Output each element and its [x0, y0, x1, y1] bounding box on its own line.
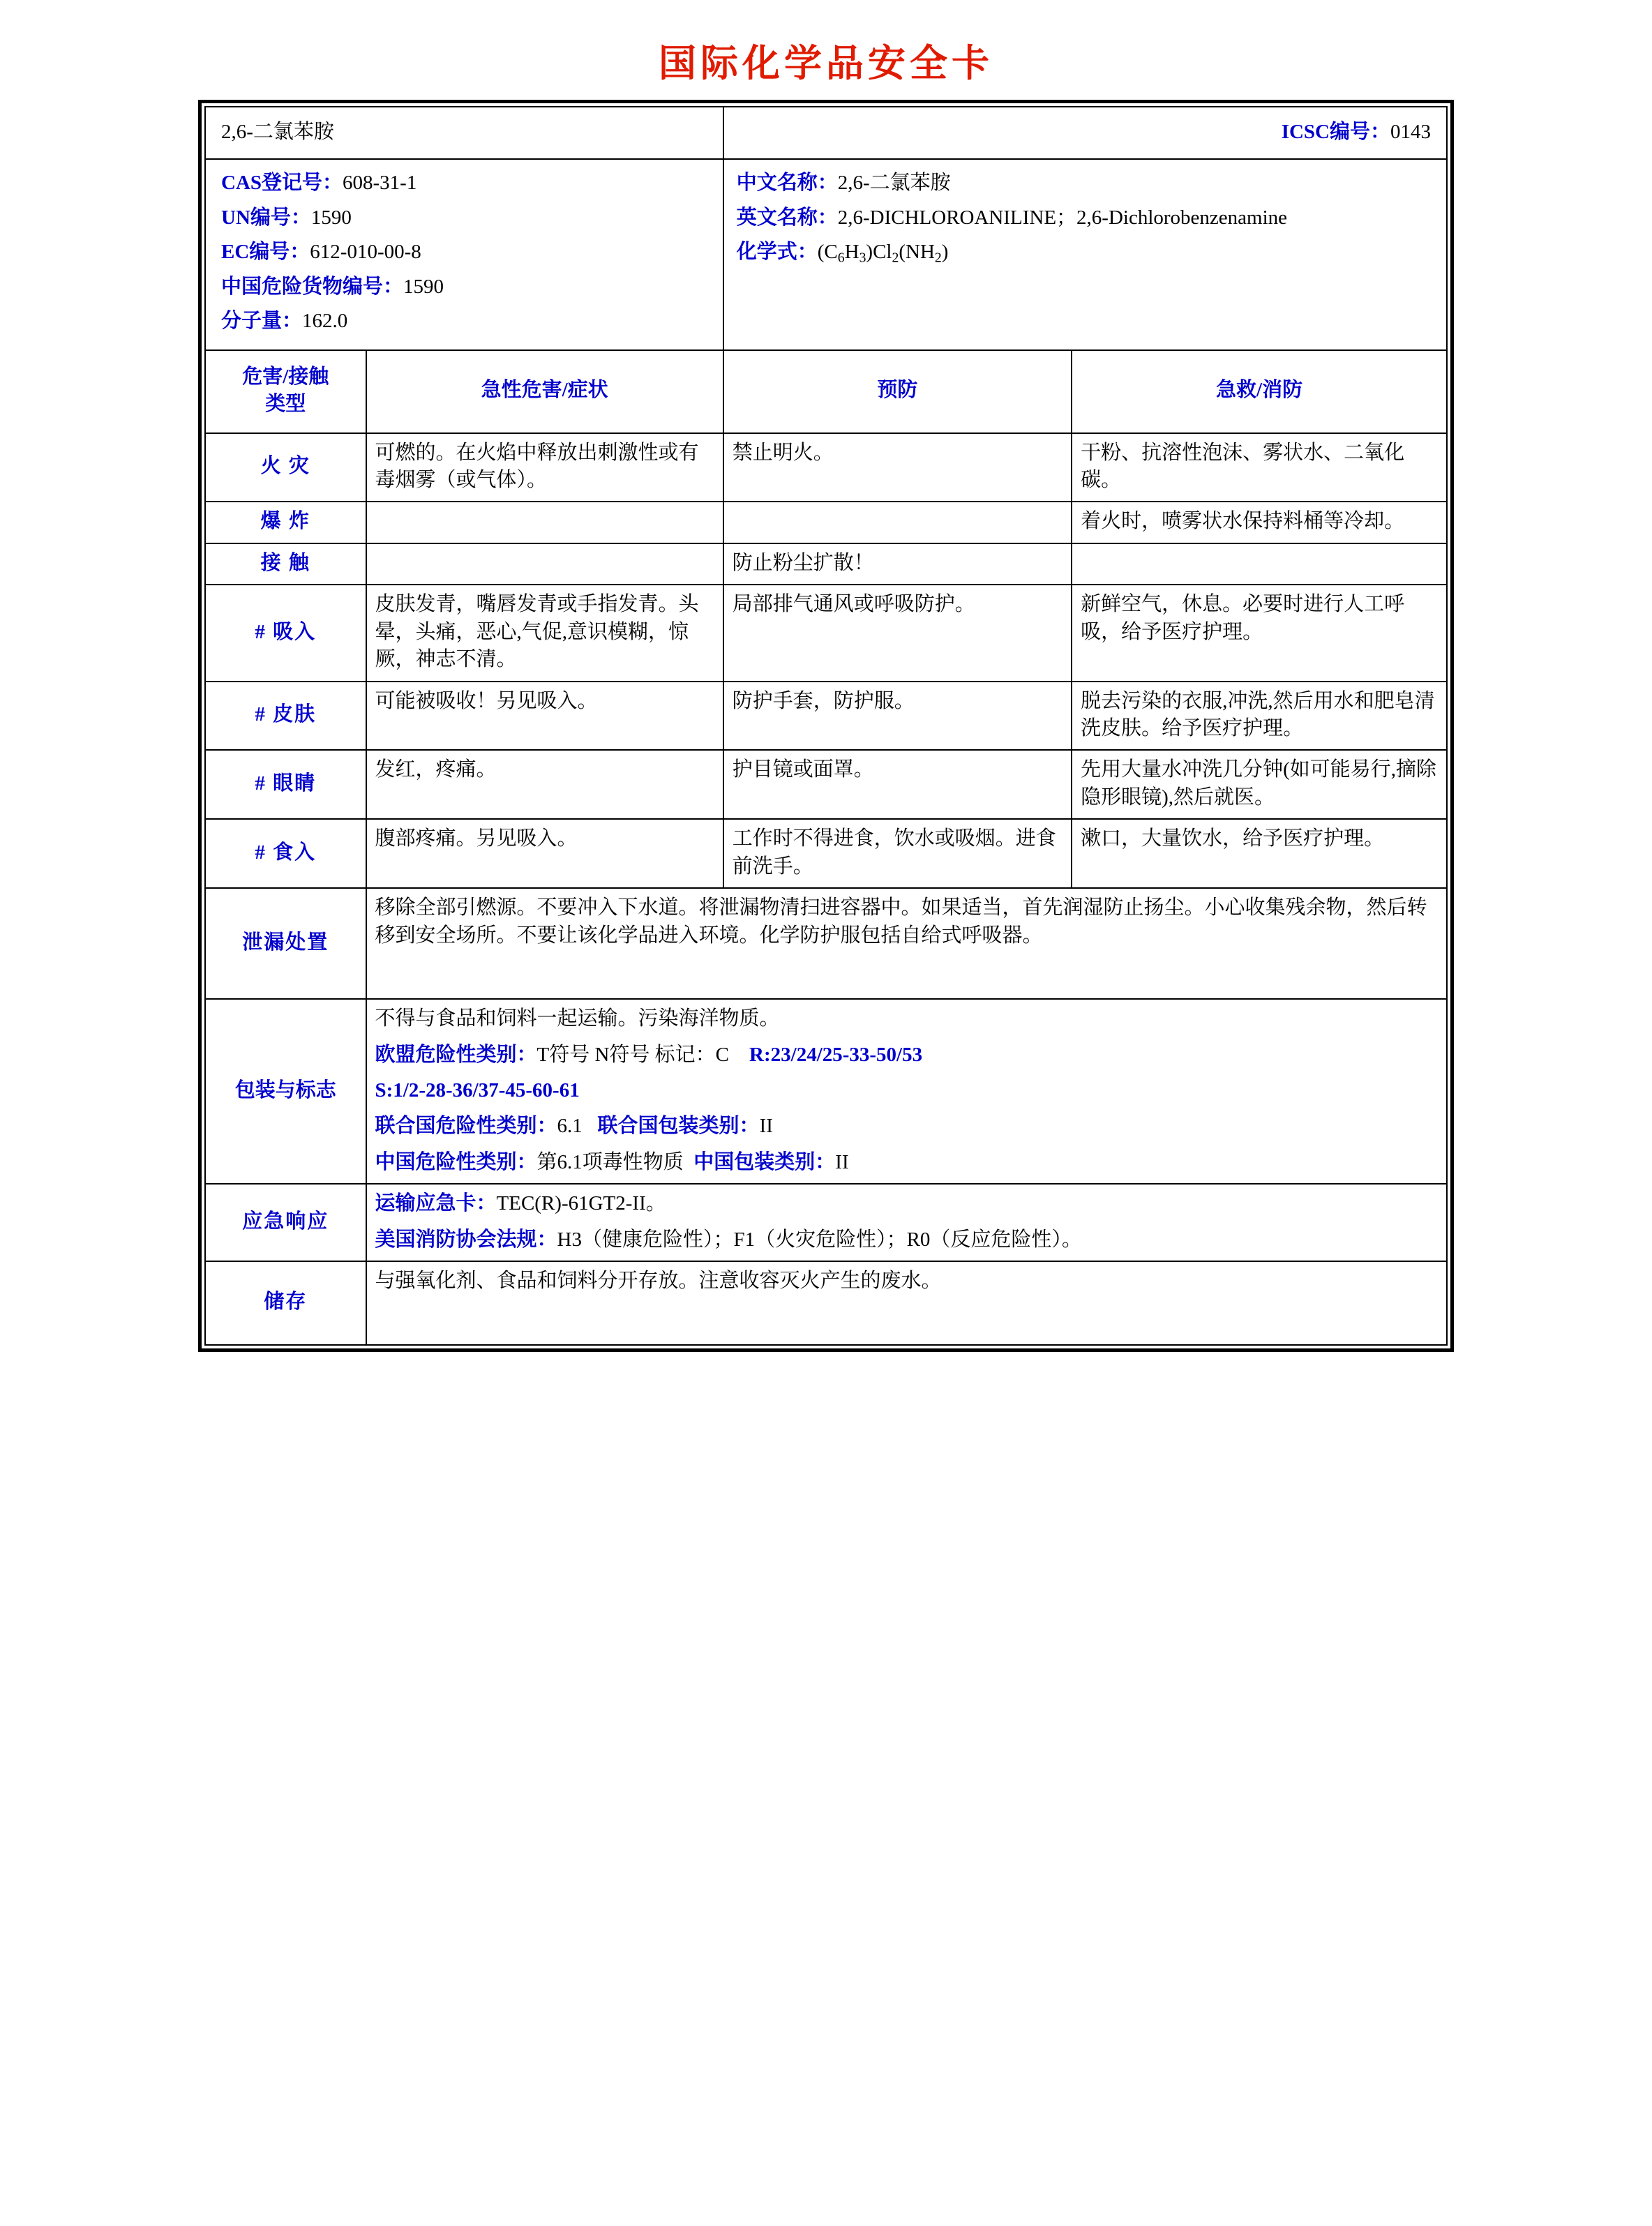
- table-row: [205, 750, 1447, 819]
- row-label-spillage: 泄漏处置: [205, 888, 366, 999]
- r-phrases: R:23/24/25-33-50/53: [749, 1043, 923, 1066]
- identification-right: [723, 159, 1447, 349]
- nfpa-label: 美国消防协会法规：: [375, 1228, 557, 1251]
- formula-label: 化学式：: [736, 241, 818, 264]
- cas-label: CAS登记号：: [221, 172, 343, 195]
- table-row: [205, 819, 1447, 888]
- un-pack-value: II: [759, 1115, 773, 1138]
- inhalation-symptoms: 皮肤发青，嘴唇发青或手指发青。头晕，头痛，恶心,气促,意识模糊，惊厥，神志不清。: [366, 585, 723, 681]
- column-header-type-line2: 类型: [265, 393, 306, 416]
- row-label-ingestion: # 食入: [205, 819, 366, 888]
- column-header-row: [205, 350, 1447, 433]
- identification-left: [205, 159, 723, 349]
- ingestion-symptoms: 腹部疼痛。另见吸入。: [366, 819, 723, 888]
- exposure-prevention: 防止粉尘扩散！: [723, 543, 1072, 585]
- packaging-eu-line: [375, 1041, 1439, 1069]
- tec-label: 运输应急卡：: [375, 1192, 497, 1215]
- eu-class-label: 欧盟危险性类别：: [375, 1043, 537, 1066]
- ingestion-prevention: 工作时不得进食，饮水或吸烟。进食前洗手。: [723, 819, 1072, 888]
- cas-line: [221, 170, 710, 197]
- packaging-content: [366, 999, 1448, 1184]
- cn-class-label: 中国危险性类别：: [375, 1150, 537, 1173]
- molecular-weight-line: [221, 308, 710, 335]
- packaging-row: [205, 999, 1447, 1184]
- column-header-prevention: 预防: [723, 350, 1072, 433]
- icsc-number-cell: [723, 107, 1447, 159]
- packaging-s-line: [375, 1077, 1439, 1104]
- packaging-transport-note: 不得与食品和饲料一起运输。污染海洋物质。: [375, 1007, 780, 1030]
- row-label-storage: 储存: [205, 1261, 366, 1344]
- explosion-prevention: [723, 502, 1072, 543]
- china-dg-value: 1590: [403, 275, 444, 298]
- table-row: [205, 585, 1447, 681]
- row-label-fire: 火 灾: [205, 433, 366, 502]
- row-label-skin: # 皮肤: [205, 682, 366, 751]
- row-label-exposure: 接 触: [205, 543, 366, 585]
- ingestion-firstaid: 漱口，大量饮水，给予医疗护理。: [1072, 819, 1447, 888]
- card-header-row: [205, 107, 1447, 159]
- row-label-inhalation: # 吸入: [205, 585, 366, 681]
- icsc-label: ICSC编号：: [1281, 121, 1390, 143]
- row-label-emergency: 应急响应: [205, 1184, 366, 1261]
- packaging-cn-line: [375, 1149, 1439, 1176]
- eu-class-value: T符号 N符号 标记：C: [536, 1043, 730, 1066]
- safety-card-table: [204, 106, 1448, 1346]
- row-label-eyes: # 眼睛: [205, 750, 366, 819]
- eyes-symptoms: 发红，疼痛。: [366, 750, 723, 819]
- skin-firstaid: 脱去污染的衣服,冲洗,然后用水和肥皂清洗皮肤。给予医疗护理。: [1072, 682, 1447, 751]
- un-pack-label: 联合国包装类别：: [597, 1115, 760, 1138]
- ec-line: [221, 239, 710, 266]
- skin-prevention: 防护手套，防护服。: [723, 682, 1072, 751]
- en-name-value: 2,6-DICHLOROANILINE；2,6-Dichlorobenzenamine: [837, 206, 1288, 229]
- table-row: [205, 502, 1447, 543]
- cn-name-line: [737, 170, 1434, 197]
- spillage-row: [205, 888, 1447, 999]
- cn-pack-label: 中国包装类别：: [693, 1150, 836, 1173]
- safety-card: [198, 100, 1454, 1352]
- emergency-row: [205, 1184, 1447, 1261]
- table-row: [205, 543, 1447, 585]
- column-header-type: [205, 350, 366, 433]
- storage-text: 与强氧化剂、食品和饲料分开存放。注意收容灭火产生的废水。: [366, 1261, 1448, 1344]
- fire-symptoms: 可燃的。在火焰中释放出刺激性或有毒烟雾（或气体）。: [366, 433, 723, 502]
- icsc-value: 0143: [1390, 121, 1431, 143]
- un-label: UN编号：: [221, 206, 311, 229]
- mw-value: 162.0: [302, 310, 348, 333]
- column-header-symptoms: 急性危害/症状: [366, 350, 723, 433]
- column-header-firstaid: 急救/消防: [1072, 350, 1447, 433]
- s-phrases-label: S:: [375, 1078, 393, 1101]
- column-header-type-line1: 危害/接触: [242, 365, 329, 388]
- nfpa-line: [375, 1226, 1439, 1254]
- table-row: [205, 682, 1447, 751]
- explosion-symptoms: [366, 502, 723, 543]
- tec-value: TEC(R)-61GT2-II。: [496, 1192, 666, 1215]
- substance-name: 2,6-二氯苯胺: [205, 107, 723, 159]
- cn-name-value: 2,6-二氯苯胺: [837, 172, 951, 195]
- row-label-packaging: 包装与标志: [205, 999, 366, 1184]
- en-name-line: [737, 204, 1434, 232]
- formula-line: [737, 239, 1434, 267]
- skin-symptoms: 可能被吸收！另见吸入。: [366, 682, 723, 751]
- tec-line: [375, 1190, 1439, 1217]
- exposure-symptoms: [366, 543, 723, 585]
- un-value: 1590: [310, 206, 352, 229]
- cn-class-value: 第6.1项毒性物质: [536, 1150, 684, 1173]
- en-name-label: 英文名称：: [736, 206, 838, 229]
- un-class-value: 6.1: [557, 1115, 583, 1138]
- china-dg-label: 中国危险货物编号：: [221, 275, 404, 298]
- table-row: [205, 433, 1447, 502]
- un-line: [221, 204, 710, 232]
- inhalation-firstaid: 新鲜空气，休息。必要时进行人工呼吸，给予医疗护理。: [1072, 585, 1447, 681]
- spillage-text: 移除全部引燃源。不要冲入下水道。将泄漏物清扫进容器中。如果适当，首先润湿防止扬尘。小心收集残余物，然后转移到安全场所。不要让该化学品进入环境。化学防护服包括自给式呼吸器。: [366, 888, 1448, 999]
- un-class-label: 联合国危险性类别：: [375, 1115, 557, 1138]
- emergency-content: [366, 1184, 1448, 1261]
- cn-pack-value: II: [835, 1150, 849, 1173]
- china-dg-line: [221, 273, 710, 301]
- nfpa-value: H3（健康危险性）；F1（火灾危险性）；R0（反应危险性）。: [557, 1228, 1082, 1251]
- eyes-prevention: 护目镜或面罩。: [723, 750, 1072, 819]
- ec-label: EC编号：: [221, 241, 310, 264]
- exposure-firstaid: [1072, 543, 1447, 585]
- cas-value: 608-31-1: [343, 172, 417, 195]
- packaging-un-line: [375, 1113, 1439, 1140]
- ec-value: 612-010-00-8: [310, 241, 421, 264]
- s-phrases-value: 1/2-28-36/37-45-60-61: [393, 1078, 580, 1101]
- fire-prevention: 禁止明火。: [723, 433, 1072, 502]
- mw-label: 分子量：: [221, 310, 303, 333]
- explosion-firstaid: 着火时，喷雾状水保持料桶等冷却。: [1072, 502, 1447, 543]
- storage-row: [205, 1261, 1447, 1344]
- cn-name-label: 中文名称：: [736, 172, 838, 195]
- eyes-firstaid: 先用大量水冲洗几分钟(如可能易行,摘除隐形眼镜),然后就医。: [1072, 750, 1447, 819]
- inhalation-prevention: 局部排气通风或呼吸防护。: [723, 585, 1072, 681]
- row-label-explosion: 爆 炸: [205, 502, 366, 543]
- identification-row: [205, 159, 1447, 349]
- page-title: 国际化学品安全卡: [659, 41, 993, 85]
- fire-firstaid: 干粉、抗溶性泡沫、雾状水、二氧化碳。: [1072, 433, 1447, 502]
- formula-value: $(C_6H_3)Cl_2(NH_2)$: [817, 241, 949, 266]
